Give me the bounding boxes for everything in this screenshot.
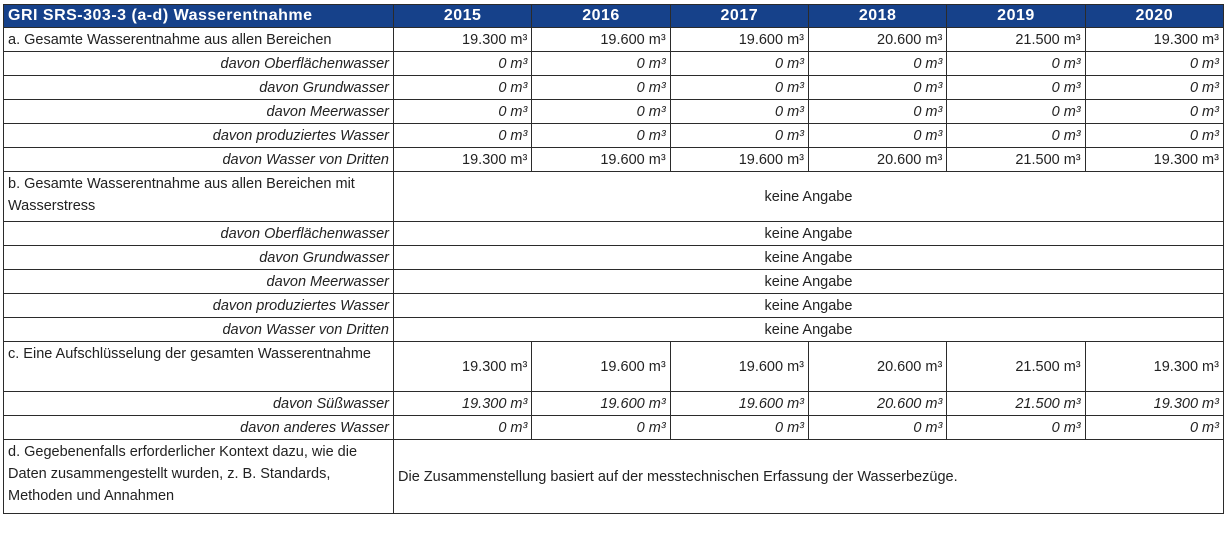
- year-header: 2015: [394, 5, 532, 28]
- row-label: davon Meerwasser: [4, 270, 394, 294]
- row-label: davon Oberflächenwasser: [4, 222, 394, 246]
- value-cell: 0 m³: [1085, 100, 1223, 124]
- value-cell: keine Angabe: [394, 246, 1224, 270]
- table-row-water-stress: [4, 172, 1224, 222]
- row-label: davon Süßwasser: [4, 392, 394, 416]
- row-label: davon Meerwasser: [4, 100, 394, 124]
- value-cell: 19.300 m³: [1085, 28, 1223, 52]
- value-cell: 0 m³: [670, 76, 808, 100]
- value-cell: 0 m³: [808, 52, 946, 76]
- table-row: [4, 148, 1224, 172]
- value-cell: 0 m³: [670, 100, 808, 124]
- value-cell: 0 m³: [532, 124, 670, 148]
- value-cell: 21.500 m³: [947, 148, 1085, 172]
- value-cell: 0 m³: [1085, 76, 1223, 100]
- row-label: davon produziertes Wasser: [4, 124, 394, 148]
- value-cell: keine Angabe: [394, 318, 1224, 342]
- value-cell: 0 m³: [394, 52, 532, 76]
- value-cell: 19.600 m³: [670, 392, 808, 416]
- table-row: [4, 124, 1224, 148]
- value-cell: 21.500 m³: [947, 28, 1085, 52]
- table-row: [4, 294, 1224, 318]
- value-cell: 0 m³: [947, 76, 1085, 100]
- table-row: [4, 52, 1224, 76]
- value-cell: 19.600 m³: [532, 148, 670, 172]
- value-cell: 19.300 m³: [1085, 342, 1223, 392]
- water-withdrawal-table: [3, 4, 1224, 514]
- value-cell: 0 m³: [532, 76, 670, 100]
- value-cell: 20.600 m³: [808, 342, 946, 392]
- context-cell: Die Zusammenstellung basiert auf der messtechnischen Erfassung der Wasserbezüge.: [394, 440, 1224, 514]
- row-label: davon Wasser von Dritten: [4, 318, 394, 342]
- value-cell: keine Angabe: [394, 270, 1224, 294]
- row-label: c. Eine Aufschlüsselung der gesamten Wasserentnahme: [4, 342, 394, 392]
- year-header: 2016: [532, 5, 670, 28]
- value-cell: 20.600 m³: [808, 28, 946, 52]
- value-cell: 0 m³: [1085, 52, 1223, 76]
- year-header: 2017: [670, 5, 808, 28]
- table-row-breakdown: [4, 342, 1224, 392]
- value-cell: keine Angabe: [394, 294, 1224, 318]
- table-row: [4, 270, 1224, 294]
- value-cell: 0 m³: [808, 416, 946, 440]
- table-row: [4, 76, 1224, 100]
- row-label: davon anderes Wasser: [4, 416, 394, 440]
- value-cell: 0 m³: [947, 124, 1085, 148]
- row-label: davon Oberflächenwasser: [4, 52, 394, 76]
- value-cell: 0 m³: [394, 76, 532, 100]
- value-cell: 0 m³: [532, 100, 670, 124]
- value-cell: 21.500 m³: [947, 342, 1085, 392]
- value-cell: keine Angabe: [394, 172, 1224, 222]
- value-cell: 0 m³: [394, 124, 532, 148]
- value-cell: 20.600 m³: [808, 392, 946, 416]
- value-cell: 19.300 m³: [394, 342, 532, 392]
- value-cell: 0 m³: [670, 52, 808, 76]
- table-row: [4, 318, 1224, 342]
- header-row: [4, 5, 1224, 28]
- table-row: [4, 100, 1224, 124]
- value-cell: 0 m³: [394, 100, 532, 124]
- year-header: 2018: [808, 5, 946, 28]
- value-cell: 20.600 m³: [808, 148, 946, 172]
- table-row-total-withdrawal: [4, 28, 1224, 52]
- value-cell: 19.600 m³: [670, 148, 808, 172]
- year-header: 2019: [947, 5, 1085, 28]
- value-cell: 19.600 m³: [532, 392, 670, 416]
- table-row: [4, 222, 1224, 246]
- value-cell: keine Angabe: [394, 222, 1224, 246]
- value-cell: 0 m³: [394, 416, 532, 440]
- row-label: davon Grundwasser: [4, 246, 394, 270]
- value-cell: 19.300 m³: [394, 148, 532, 172]
- value-cell: 0 m³: [947, 100, 1085, 124]
- table-row: [4, 246, 1224, 270]
- value-cell: 19.600 m³: [670, 342, 808, 392]
- table-row: [4, 416, 1224, 440]
- value-cell: 19.600 m³: [532, 28, 670, 52]
- value-cell: 21.500 m³: [947, 392, 1085, 416]
- value-cell: 0 m³: [532, 416, 670, 440]
- table-row-context: [4, 440, 1224, 514]
- value-cell: 19.300 m³: [394, 392, 532, 416]
- row-label: b. Gesamte Wasserentnahme aus allen Bereichen mit Wasserstress: [4, 172, 394, 222]
- row-label: davon produziertes Wasser: [4, 294, 394, 318]
- value-cell: 19.300 m³: [1085, 148, 1223, 172]
- value-cell: 19.300 m³: [1085, 392, 1223, 416]
- value-cell: 19.600 m³: [532, 342, 670, 392]
- value-cell: 19.300 m³: [394, 28, 532, 52]
- value-cell: 0 m³: [947, 52, 1085, 76]
- value-cell: 19.600 m³: [670, 28, 808, 52]
- value-cell: 0 m³: [1085, 124, 1223, 148]
- value-cell: 0 m³: [808, 76, 946, 100]
- row-label: d. Gegebenenfalls erforderlicher Kontext dazu, wie die Daten zusammengestellt wurden, z. B. Standards, Methoden und Annahmen: [4, 440, 394, 514]
- row-label: a. Gesamte Wasserentnahme aus allen Bereichen: [4, 28, 394, 52]
- water-withdrawal-table-container: [3, 4, 1224, 514]
- table-title: GRI SRS-303-3 (a-d) Wasserentnahme: [4, 5, 394, 28]
- value-cell: 0 m³: [947, 416, 1085, 440]
- value-cell: 0 m³: [1085, 416, 1223, 440]
- value-cell: 0 m³: [532, 52, 670, 76]
- row-label: davon Grundwasser: [4, 76, 394, 100]
- table-row: [4, 392, 1224, 416]
- value-cell: 0 m³: [670, 124, 808, 148]
- value-cell: 0 m³: [808, 100, 946, 124]
- value-cell: 0 m³: [808, 124, 946, 148]
- value-cell: 0 m³: [670, 416, 808, 440]
- year-header: 2020: [1085, 5, 1223, 28]
- row-label: davon Wasser von Dritten: [4, 148, 394, 172]
